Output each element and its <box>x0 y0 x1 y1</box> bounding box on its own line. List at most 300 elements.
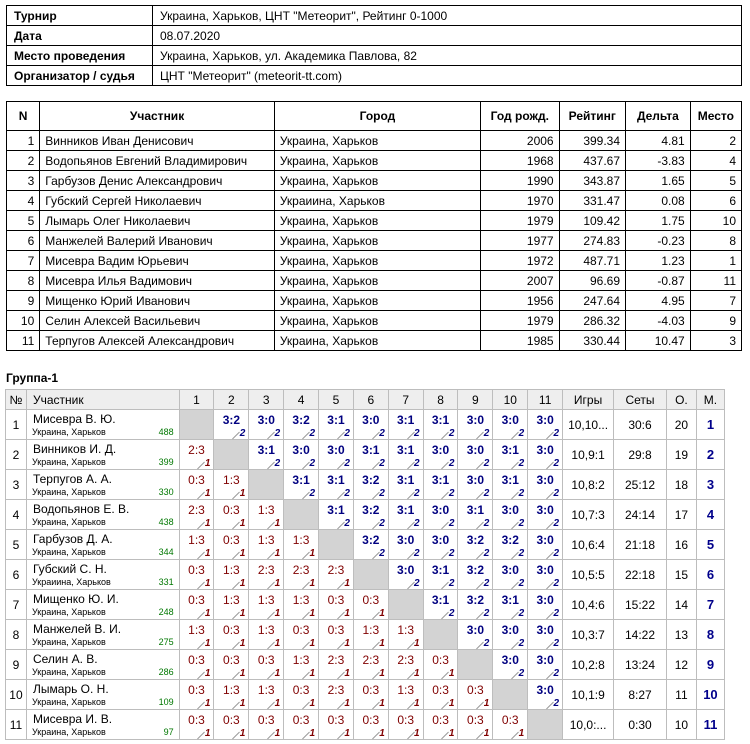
match-points: 1 <box>379 668 385 679</box>
participant-cell: 2006 <box>481 131 560 151</box>
match-points: 2 <box>553 578 560 589</box>
match-points: 1 <box>379 698 385 709</box>
match-score: 1:3 <box>223 683 240 697</box>
participant-row <box>7 151 742 171</box>
match-result-cell <box>319 500 354 530</box>
match-points: 2 <box>483 608 490 619</box>
match-result-cell <box>388 560 423 590</box>
match-score: 3:2 <box>466 533 485 547</box>
match-result-cell <box>493 590 528 620</box>
participant-cell: Манжелей Валерий Иванович <box>40 231 275 251</box>
match-points: 1 <box>274 698 281 709</box>
match-score: 1:3 <box>257 593 275 607</box>
sets-cell: 24:14 <box>614 500 667 530</box>
match-points: 2 <box>414 458 420 469</box>
match-points: 1 <box>309 578 316 589</box>
match-points: 1 <box>344 608 350 619</box>
group-row <box>6 710 725 740</box>
match-score: 3:2 <box>222 413 241 427</box>
match-result-cell <box>284 650 319 680</box>
participant-cell: Мищенко Юрий Иванович <box>40 291 275 311</box>
match-result-cell <box>388 650 423 680</box>
participant-cell: Украина, Харьков <box>274 231 480 251</box>
match-score: 3:1 <box>431 413 450 427</box>
match-result-cell <box>214 500 249 530</box>
match-score: 2:3 <box>397 653 415 667</box>
match-score: 3:0 <box>431 533 450 547</box>
match-score: 1:3 <box>292 533 310 547</box>
group-row <box>6 680 725 710</box>
match-result-cell <box>353 590 388 620</box>
match-points: 2 <box>483 428 490 439</box>
participant-cell: Украина, Харьков <box>274 291 480 311</box>
match-score: 3:0 <box>466 473 485 487</box>
match-points: 1 <box>344 638 350 649</box>
match-points: 2 <box>483 638 490 649</box>
participant-cell: 7 <box>690 291 741 311</box>
match-result-cell <box>284 410 319 440</box>
participant-cell: 3 <box>690 331 741 351</box>
match-points: 1 <box>274 638 281 649</box>
match-points: 1 <box>204 638 211 649</box>
match-result-cell <box>319 680 354 710</box>
player-city: Украина, Харьков <box>31 487 106 497</box>
match-score: 3:2 <box>362 533 380 547</box>
player-city: Украина, Харьков <box>31 517 106 527</box>
match-result-cell <box>493 560 528 590</box>
group-participant-cell <box>26 590 179 620</box>
participants-header-cell: Год рожд. <box>481 102 560 131</box>
match-points: 2 <box>553 518 560 529</box>
match-points: 1 <box>483 728 490 739</box>
match-score: 3:0 <box>501 653 519 667</box>
participant-cell: 1.65 <box>626 171 691 191</box>
participant-cell: 4 <box>7 191 40 211</box>
match-score: 3:0 <box>466 413 485 427</box>
match-points: 1 <box>204 578 211 589</box>
match-result-cell <box>528 440 563 470</box>
player-city: Украина, Харьков <box>31 547 106 557</box>
match-score: 1:3 <box>257 683 275 697</box>
sets-cell: 8:27 <box>614 680 667 710</box>
participant-cell: 1968 <box>481 151 560 171</box>
match-score: 0:3 <box>327 623 345 637</box>
match-score: 0:3 <box>223 623 240 637</box>
match-result-cell <box>319 410 354 440</box>
match-points: 2 <box>239 428 246 439</box>
participant-cell: 2007 <box>481 271 560 291</box>
participant-cell: Украиина, Харьков <box>274 191 480 211</box>
participant-cell: Гарбузов Денис Александрович <box>40 171 275 191</box>
match-result-cell <box>458 530 493 560</box>
match-result-cell <box>353 530 388 560</box>
match-result-cell <box>423 680 458 710</box>
tournament-info-table <box>6 5 742 86</box>
match-points: 2 <box>344 488 350 499</box>
group-row-number: 11 <box>6 710 27 740</box>
points-cell: 20 <box>666 410 696 440</box>
participant-cell: 96.69 <box>559 271 625 291</box>
match-score: 3:0 <box>466 623 485 637</box>
sets-cell: 29:8 <box>614 440 667 470</box>
match-result-cell <box>388 470 423 500</box>
match-result-cell <box>179 710 214 740</box>
match-result-cell <box>319 590 354 620</box>
participant-cell: 1977 <box>481 231 560 251</box>
match-result-cell <box>319 560 354 590</box>
participant-cell: 8 <box>7 271 40 291</box>
match-result-cell <box>388 680 423 710</box>
sets-cell: 14:22 <box>614 620 667 650</box>
match-result-cell <box>249 440 284 470</box>
participant-cell: 0.08 <box>626 191 691 211</box>
info-label: Турнир <box>7 6 153 26</box>
participant-cell: 109.42 <box>559 211 625 231</box>
diagonal-cell <box>249 470 284 500</box>
match-result-cell <box>284 590 319 620</box>
match-points: 1 <box>344 668 350 679</box>
match-score: 3:0 <box>431 503 450 517</box>
group-results-table <box>5 389 725 740</box>
match-result-cell <box>179 620 214 650</box>
place-cell: 2 <box>696 440 724 470</box>
match-points: 2 <box>518 608 525 619</box>
match-result-cell <box>493 440 528 470</box>
diagonal-cell <box>388 590 423 620</box>
group-header-col: 8 <box>423 390 458 410</box>
participant-row <box>7 191 742 211</box>
place-cell: 9 <box>696 650 724 680</box>
participants-header-cell: Рейтинг <box>559 102 625 131</box>
group-header-col: 4 <box>284 390 319 410</box>
match-result-cell <box>528 410 563 440</box>
match-result-cell <box>179 500 214 530</box>
match-points: 1 <box>309 608 316 619</box>
match-points: 2 <box>553 668 560 679</box>
match-result-cell <box>528 650 563 680</box>
participant-cell: 1979 <box>481 211 560 231</box>
place-cell: 8 <box>696 620 724 650</box>
match-points: 1 <box>204 548 211 559</box>
match-points: 2 <box>483 518 490 529</box>
participant-cell: Губский Сергей Николаевич <box>40 191 275 211</box>
match-result-cell <box>458 470 493 500</box>
group-participant-cell <box>26 710 179 740</box>
match-score: 1:3 <box>223 473 240 487</box>
points-cell: 17 <box>666 500 696 530</box>
group-participant-cell <box>26 410 179 440</box>
match-result-cell <box>179 680 214 710</box>
group-row <box>6 620 725 650</box>
match-score: 3:0 <box>292 443 310 457</box>
match-score: 0:3 <box>223 713 240 727</box>
info-value: Украина, Харьков, ЦНТ "Метеорит", Рейтинг 0-1000 <box>153 6 742 26</box>
match-result-cell <box>388 710 423 740</box>
match-result-cell <box>458 680 493 710</box>
match-result-cell <box>528 560 563 590</box>
participant-cell: 1 <box>690 251 741 271</box>
match-score: 3:1 <box>501 443 519 457</box>
match-result-cell <box>284 680 319 710</box>
match-points: 1 <box>204 488 211 499</box>
group-row-number: 5 <box>6 530 27 560</box>
match-points: 1 <box>239 668 246 679</box>
match-points: 1 <box>344 728 350 739</box>
diagonal-cell <box>319 530 354 560</box>
group-row-number: 9 <box>6 650 27 680</box>
participant-cell: 487.71 <box>559 251 625 271</box>
place-cell: 10 <box>696 680 724 710</box>
match-score: 3:1 <box>362 443 380 457</box>
group-row <box>6 560 725 590</box>
match-result-cell <box>458 590 493 620</box>
participant-cell: Украина, Харьков <box>274 331 480 351</box>
match-result-cell <box>284 530 319 560</box>
match-result-cell <box>319 440 354 470</box>
match-score: 3:1 <box>292 473 310 487</box>
participant-cell: 1.75 <box>626 211 691 231</box>
participant-cell: 274.83 <box>559 231 625 251</box>
participant-cell: Украина, Харьков <box>274 151 480 171</box>
match-points: 2 <box>448 608 455 619</box>
match-result-cell <box>423 560 458 590</box>
match-result-cell <box>388 530 423 560</box>
match-score: 0:3 <box>327 713 345 727</box>
match-points: 1 <box>239 518 246 529</box>
match-points: 2 <box>483 578 490 589</box>
match-score: 0:3 <box>257 653 275 667</box>
participant-cell: 4.95 <box>626 291 691 311</box>
participant-row <box>7 171 742 191</box>
match-result-cell <box>493 710 528 740</box>
match-points: 1 <box>414 728 420 739</box>
match-score: 0:3 <box>362 683 380 697</box>
participant-cell: 247.64 <box>559 291 625 311</box>
player-city: Украина, Харьков <box>31 457 106 467</box>
match-points: 1 <box>274 518 281 529</box>
match-score: 3:1 <box>327 473 345 487</box>
match-result-cell <box>249 410 284 440</box>
games-cell: 10,4:6 <box>563 590 614 620</box>
match-points: 1 <box>239 638 246 649</box>
match-points: 1 <box>239 548 246 559</box>
match-result-cell <box>249 530 284 560</box>
player-name: Селин А. В. <box>32 652 98 666</box>
match-result-cell <box>179 440 214 470</box>
diagonal-cell <box>423 620 458 650</box>
match-score: 0:3 <box>188 653 205 667</box>
match-score: 2:3 <box>292 563 310 577</box>
match-result-cell <box>353 650 388 680</box>
group-header-points: О. <box>666 390 696 410</box>
participant-row <box>7 211 742 231</box>
match-score: 3:0 <box>536 653 554 667</box>
player-name: Лымарь О. Н. <box>32 682 109 696</box>
participants-header-cell: Город <box>274 102 480 131</box>
diagonal-cell <box>458 650 493 680</box>
match-result-cell <box>249 560 284 590</box>
player-city: Украина, Харьков <box>31 427 106 437</box>
match-score: 3:1 <box>501 593 519 607</box>
match-score: 0:3 <box>467 683 484 697</box>
match-result-cell <box>214 410 249 440</box>
match-score: 3:0 <box>362 413 380 427</box>
match-result-cell <box>353 620 388 650</box>
match-result-cell <box>528 530 563 560</box>
match-result-cell <box>179 560 214 590</box>
match-result-cell <box>528 680 563 710</box>
participant-row <box>7 271 742 291</box>
participants-header-cell: Участник <box>40 102 275 131</box>
match-score: 1:3 <box>292 653 310 667</box>
participants-header-cell: N <box>7 102 40 131</box>
match-points: 2 <box>309 488 316 499</box>
match-result-cell <box>249 680 284 710</box>
games-cell: 10,10... <box>563 410 614 440</box>
match-points: 2 <box>344 518 350 529</box>
match-points: 2 <box>553 608 560 619</box>
match-result-cell <box>353 500 388 530</box>
participant-row <box>7 331 742 351</box>
participant-cell: 9 <box>690 311 741 331</box>
info-row <box>7 66 742 86</box>
match-score: 0:3 <box>223 653 240 667</box>
diagonal-cell <box>284 500 319 530</box>
match-points: 1 <box>239 728 246 739</box>
match-score: 0:3 <box>292 623 310 637</box>
match-points: 2 <box>379 428 385 439</box>
match-result-cell <box>388 620 423 650</box>
match-score: 3:1 <box>466 503 485 517</box>
match-score: 0:3 <box>188 683 205 697</box>
participant-cell: 10.47 <box>626 331 691 351</box>
participant-cell: 2 <box>690 131 741 151</box>
match-points: 2 <box>553 458 560 469</box>
group-row-number: 10 <box>6 680 27 710</box>
match-result-cell <box>528 500 563 530</box>
player-name: Мисевра И. В. <box>32 712 113 726</box>
match-points: 1 <box>239 698 246 709</box>
sets-cell: 22:18 <box>614 560 667 590</box>
match-score: 3:0 <box>466 443 485 457</box>
group-row <box>6 410 725 440</box>
match-result-cell <box>388 500 423 530</box>
match-points: 1 <box>309 728 316 739</box>
participant-cell: 7 <box>7 251 40 271</box>
match-points: 2 <box>274 428 281 439</box>
match-score: 0:3 <box>188 473 205 487</box>
match-score: 1:3 <box>223 593 240 607</box>
group-row-number: 6 <box>6 560 27 590</box>
group-participant-cell <box>26 650 179 680</box>
match-result-cell <box>493 500 528 530</box>
match-points: 2 <box>518 638 525 649</box>
player-rating: 248 <box>158 607 174 617</box>
group-header-col: 11 <box>528 390 563 410</box>
sets-cell: 21:18 <box>614 530 667 560</box>
match-result-cell <box>214 710 249 740</box>
place-cell: 5 <box>696 530 724 560</box>
group-participant-cell <box>26 500 179 530</box>
player-city: Украина, Харьков <box>31 697 106 707</box>
match-score: 1:3 <box>188 623 205 637</box>
sets-cell: 0:30 <box>614 710 667 740</box>
match-score: 3:0 <box>501 503 519 517</box>
match-score: 2:3 <box>188 503 205 517</box>
group-row <box>6 470 725 500</box>
match-score: 1:3 <box>257 533 275 547</box>
match-points: 2 <box>518 668 525 679</box>
games-cell: 10,3:7 <box>563 620 614 650</box>
player-city: Украина, Харьков <box>31 637 106 647</box>
match-points: 1 <box>204 458 211 469</box>
match-result-cell <box>214 650 249 680</box>
match-result-cell <box>458 410 493 440</box>
participant-cell: 1 <box>7 131 40 151</box>
diagonal-cell <box>179 410 214 440</box>
match-points: 2 <box>483 458 490 469</box>
participant-cell: 437.67 <box>559 151 625 171</box>
participant-cell: Винников Иван Денисович <box>40 131 275 151</box>
participant-cell: 1990 <box>481 171 560 191</box>
match-result-cell <box>493 650 528 680</box>
group-header-participant: Участник <box>26 390 179 410</box>
games-cell: 10,7:3 <box>563 500 614 530</box>
match-score: 2:3 <box>257 563 275 577</box>
match-result-cell <box>423 410 458 440</box>
participant-cell: Лымарь Олег Николаевич <box>40 211 275 231</box>
participant-cell: Украина, Харьков <box>274 271 480 291</box>
match-points: 1 <box>309 698 316 709</box>
player-city: Украиина, Харьков <box>31 577 111 587</box>
match-score: 3:1 <box>327 503 345 517</box>
participant-cell: Украина, Харьков <box>274 311 480 331</box>
match-result-cell <box>179 590 214 620</box>
participant-cell: -3.83 <box>626 151 691 171</box>
match-result-cell <box>423 470 458 500</box>
player-name: Водопьянов Е. В. <box>32 502 130 516</box>
match-points: 2 <box>414 518 420 529</box>
participant-cell: Украина, Харьков <box>274 211 480 231</box>
match-score: 3:1 <box>431 563 450 577</box>
match-score: 2:3 <box>188 443 205 457</box>
match-score: 0:3 <box>467 713 484 727</box>
match-points: 2 <box>448 578 455 589</box>
points-cell: 19 <box>666 440 696 470</box>
match-result-cell <box>353 680 388 710</box>
match-points: 1 <box>239 608 246 619</box>
group-header-col: 2 <box>214 390 249 410</box>
participant-cell: 10 <box>690 211 741 231</box>
group-row <box>6 650 725 680</box>
points-cell: 13 <box>666 620 696 650</box>
match-result-cell <box>493 530 528 560</box>
player-name: Гарбузов Д. А. <box>32 532 113 546</box>
match-result-cell <box>284 470 319 500</box>
match-points: 2 <box>414 548 420 559</box>
group-row-number: 2 <box>6 440 27 470</box>
games-cell: 10,8:2 <box>563 470 614 500</box>
match-score: 2:3 <box>327 563 345 577</box>
match-result-cell <box>353 440 388 470</box>
group-participant-cell <box>26 680 179 710</box>
match-result-cell <box>458 440 493 470</box>
match-points: 2 <box>553 698 560 709</box>
participant-cell: 11 <box>7 331 40 351</box>
participant-cell: 2 <box>7 151 40 171</box>
match-points: 2 <box>448 518 455 529</box>
match-score: 3:0 <box>536 413 554 427</box>
